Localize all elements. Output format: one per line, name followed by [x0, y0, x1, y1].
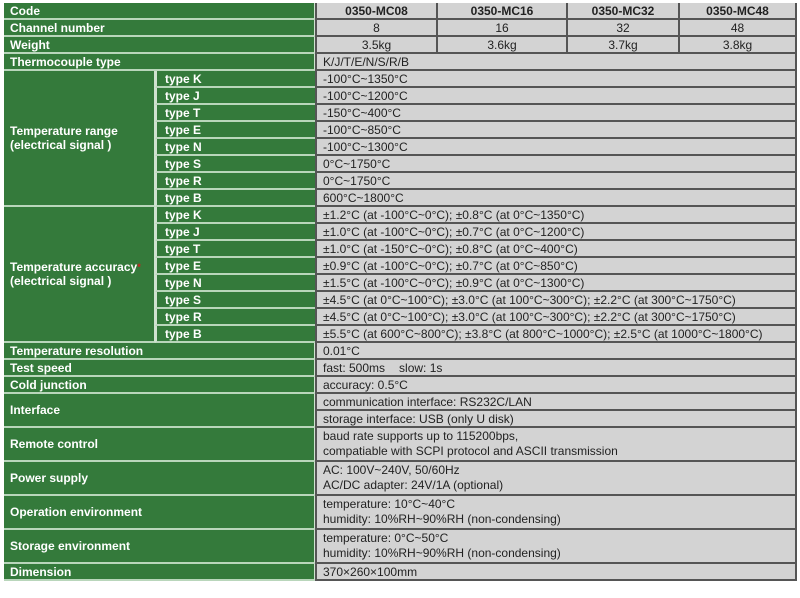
row-remote-control: [4, 428, 797, 462]
power-line2: AC/DC adapter: 24V/1A (optional): [323, 478, 504, 492]
op-env-line2: humidity: 10%RH~90%RH (non-condensing): [323, 512, 561, 526]
footnote-star: *: [137, 262, 141, 272]
storage-environment-label: Storage environment: [4, 530, 315, 564]
range-value: -100°C~850°C: [315, 122, 797, 139]
accuracy-value: ±0.9°C (at -100°C~0°C); ±0.7°C (at 0°C~850°C): [315, 258, 797, 275]
remote-line1: baud rate supports up to 115200bps,: [323, 429, 519, 443]
accuracy-type: type J: [155, 224, 315, 241]
interface-label: Interface: [4, 394, 315, 428]
accuracy-value: ±4.5°C (at 0°C~100°C); ±3.0°C (at 100°C~300°C); ±2.2°C (at 300°C~1750°C): [315, 292, 797, 309]
interface-storage-value: storage interface: USB (only U disk): [315, 411, 797, 428]
weight-value: 3.7kg: [566, 37, 678, 54]
thermocouple-label: Thermocouple type: [4, 54, 315, 71]
model-header: 0350-MC32: [566, 3, 678, 20]
accuracy-row: [4, 207, 797, 224]
st-env-line2: humidity: 10%RH~90%RH (non-condensing): [323, 546, 561, 560]
remote-control-value: [315, 428, 797, 462]
power-supply-label: Power supply: [4, 462, 315, 496]
thermocouple-value: K/J/T/E/N/S/R/B: [315, 54, 797, 71]
accuracy-type: type K: [155, 207, 315, 224]
accuracy-type: type T: [155, 241, 315, 258]
row-dimension: [4, 564, 797, 581]
accuracy-type: type R: [155, 309, 315, 326]
range-value: -100°C~1350°C: [315, 71, 797, 88]
range-type: type K: [155, 71, 315, 88]
row-test-speed: [4, 360, 797, 377]
range-value: -100°C~1200°C: [315, 88, 797, 105]
range-label: [4, 71, 155, 207]
accuracy-label-line1: Temperature accuracy: [10, 260, 138, 274]
row-power-supply: [4, 462, 797, 496]
resolution-value: 0.01°C: [315, 343, 797, 360]
weight-value: 3.8kg: [678, 37, 797, 54]
row-code: [4, 3, 797, 20]
row-weight: [4, 37, 797, 54]
model-header: 0350-MC48: [678, 3, 797, 20]
range-type: type J: [155, 88, 315, 105]
remote-line2: compatiable with SCPI protocol and ASCII transmission: [323, 444, 618, 458]
speed-fast: fast: 500ms: [323, 360, 386, 375]
range-type: type B: [155, 190, 315, 207]
interface-comm-value: communication interface: RS232C/LAN: [315, 394, 797, 411]
channel-value: 8: [315, 20, 436, 37]
cold-junction-label: Cold junction: [4, 377, 315, 394]
row-interface: [4, 394, 797, 411]
accuracy-value: ±5.5°C (at 600°C~800°C); ±3.8°C (at 800°C~1000°C); ±2.5°C (at 1000°C~1800°C): [315, 326, 797, 343]
range-type: type E: [155, 122, 315, 139]
remote-control-label: Remote control: [4, 428, 315, 462]
row-operation-environment: [4, 496, 797, 530]
channel-value: 16: [436, 20, 566, 37]
storage-environment-value: [315, 530, 797, 564]
range-type: type R: [155, 173, 315, 190]
range-label-line2: (electrical signal ): [10, 138, 112, 152]
model-header: 0350-MC16: [436, 3, 566, 20]
test-speed-value: [315, 360, 797, 377]
model-header: 0350-MC08: [315, 3, 436, 20]
accuracy-type: type S: [155, 292, 315, 309]
op-env-line1: temperature: 10°C~40°C: [323, 497, 455, 511]
specification-table: [4, 3, 797, 581]
range-row: [4, 71, 797, 88]
accuracy-type: type B: [155, 326, 315, 343]
weight-value: 3.6kg: [436, 37, 566, 54]
st-env-line1: temperature: 0°C~50°C: [323, 531, 449, 545]
accuracy-label: [4, 207, 155, 343]
operation-environment-value: [315, 496, 797, 530]
range-type: type N: [155, 139, 315, 156]
power-supply-value: [315, 462, 797, 496]
accuracy-value: ±1.0°C (at -100°C~0°C); ±0.7°C (at 0°C~1200°C): [315, 224, 797, 241]
accuracy-type: type E: [155, 258, 315, 275]
speed-slow: slow: 1s: [399, 360, 443, 375]
row-channel: [4, 20, 797, 37]
channel-value: 32: [566, 20, 678, 37]
row-resolution: [4, 343, 797, 360]
channel-value: 48: [678, 20, 797, 37]
accuracy-value: ±1.5°C (at -100°C~0°C); ±0.9°C (at 0°C~1300°C): [315, 275, 797, 292]
range-type: type T: [155, 105, 315, 122]
test-speed-label: Test speed: [4, 360, 315, 377]
range-value: -100°C~1300°C: [315, 139, 797, 156]
row-storage-environment: [4, 530, 797, 564]
dimension-value: 370×260×100mm: [315, 564, 797, 581]
range-value: 0°C~1750°C: [315, 156, 797, 173]
resolution-label: Temperature resolution: [4, 343, 315, 360]
range-type: type S: [155, 156, 315, 173]
range-label-line1: Temperature range: [10, 124, 118, 138]
cold-junction-value: accuracy: 0.5°C: [315, 377, 797, 394]
dimension-label: Dimension: [4, 564, 315, 581]
operation-environment-label: Operation environment: [4, 496, 315, 530]
row-thermocouple: [4, 54, 797, 71]
weight-label: Weight: [4, 37, 315, 54]
channel-label: Channel number: [4, 20, 315, 37]
power-line1: AC: 100V~240V, 50/60Hz: [323, 463, 460, 477]
range-value: 600°C~1800°C: [315, 190, 797, 207]
accuracy-value: ±1.0°C (at -150°C~0°C); ±0.8°C (at 0°C~400°C): [315, 241, 797, 258]
accuracy-value: ±1.2°C (at -100°C~0°C); ±0.8°C (at 0°C~1350°C): [315, 207, 797, 224]
accuracy-value: ±4.5°C (at 0°C~100°C); ±3.0°C (at 100°C~300°C); ±2.2°C (at 300°C~1750°C): [315, 309, 797, 326]
row-cold-junction: [4, 377, 797, 394]
accuracy-label-line2: (electrical signal ): [10, 274, 112, 288]
range-value: -150°C~400°C: [315, 105, 797, 122]
weight-value: 3.5kg: [315, 37, 436, 54]
code-label: Code: [4, 3, 315, 20]
range-value: 0°C~1750°C: [315, 173, 797, 190]
accuracy-type: type N: [155, 275, 315, 292]
